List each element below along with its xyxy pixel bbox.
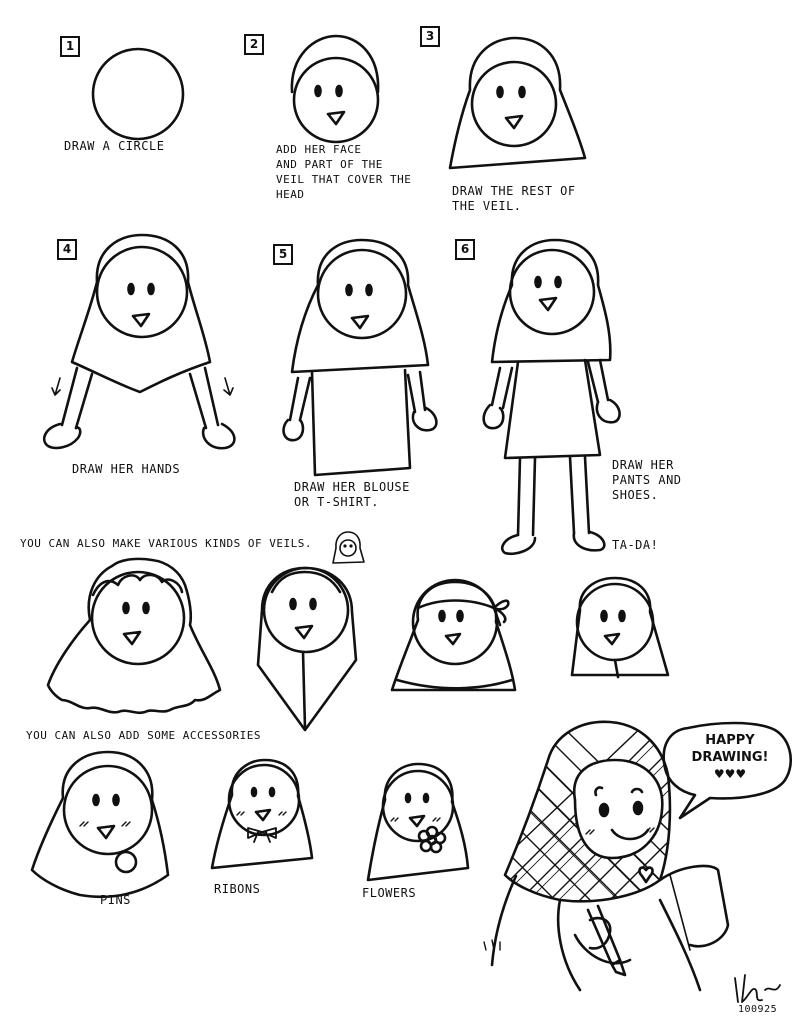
veils-heading: YOU CAN ALSO MAKE VARIOUS KINDS OF VEILS. xyxy=(20,537,313,550)
accessory-ribbon-illustration xyxy=(212,760,312,868)
step-1-caption: DRAW A CIRCLE xyxy=(64,139,165,153)
step-3-number: 3 xyxy=(420,26,440,47)
step-4-caption: DRAW HER HANDS xyxy=(72,462,181,476)
step-5-number: 5 xyxy=(273,244,293,265)
accessories-heading: YOU CAN ALSO ADD SOME ACCESSORIES xyxy=(26,729,262,742)
accessory-pin-caption: PINS xyxy=(100,893,131,907)
bubble-text xyxy=(680,732,780,783)
bubble-line-1: HAPPY xyxy=(705,733,755,748)
step-1-number: 1 xyxy=(60,36,80,57)
step-5-caption: DRAW HER BLOUSE OR T-SHIRT. xyxy=(294,480,410,509)
step-3-caption: DRAW THE REST OF THE VEIL. xyxy=(452,184,576,213)
step-2-caption: ADD HER FACE AND PART OF THE VEIL THAT COVER THE HEAD xyxy=(276,143,412,201)
step-6-caption: DRAW HER PANTS AND SHOES. xyxy=(612,458,682,502)
signature-date: 100925 xyxy=(738,1004,778,1015)
step-1-illustration xyxy=(93,49,183,139)
mini-figure-doodle xyxy=(333,532,364,563)
accessory-ribbon-caption: RIBONS xyxy=(214,882,261,896)
step-2-illustration xyxy=(292,36,378,142)
finale-caption: TA-DA! xyxy=(612,538,659,552)
artist-signature xyxy=(735,975,780,1002)
veil-variant-headband xyxy=(392,580,515,690)
bubble-hearts: ♥♥♥ xyxy=(713,767,747,781)
step-2-number: 2 xyxy=(244,34,264,55)
step-4-number: 4 xyxy=(57,239,77,260)
step-6-illustration xyxy=(484,240,620,554)
step-3-illustration xyxy=(450,38,585,168)
accessory-flower-illustration xyxy=(368,764,468,880)
accessory-pin-illustration xyxy=(32,752,168,897)
step-5-illustration xyxy=(284,240,437,475)
veil-variant-short xyxy=(572,578,668,677)
veil-variant-pointed xyxy=(258,568,356,730)
step-6-number: 6 xyxy=(455,239,475,260)
accessory-flower-caption: FLOWERS xyxy=(362,886,417,900)
bubble-line-2: DRAWING! xyxy=(691,750,769,765)
veil-variant-ruffled xyxy=(48,559,220,713)
step-4-illustration xyxy=(44,235,234,448)
